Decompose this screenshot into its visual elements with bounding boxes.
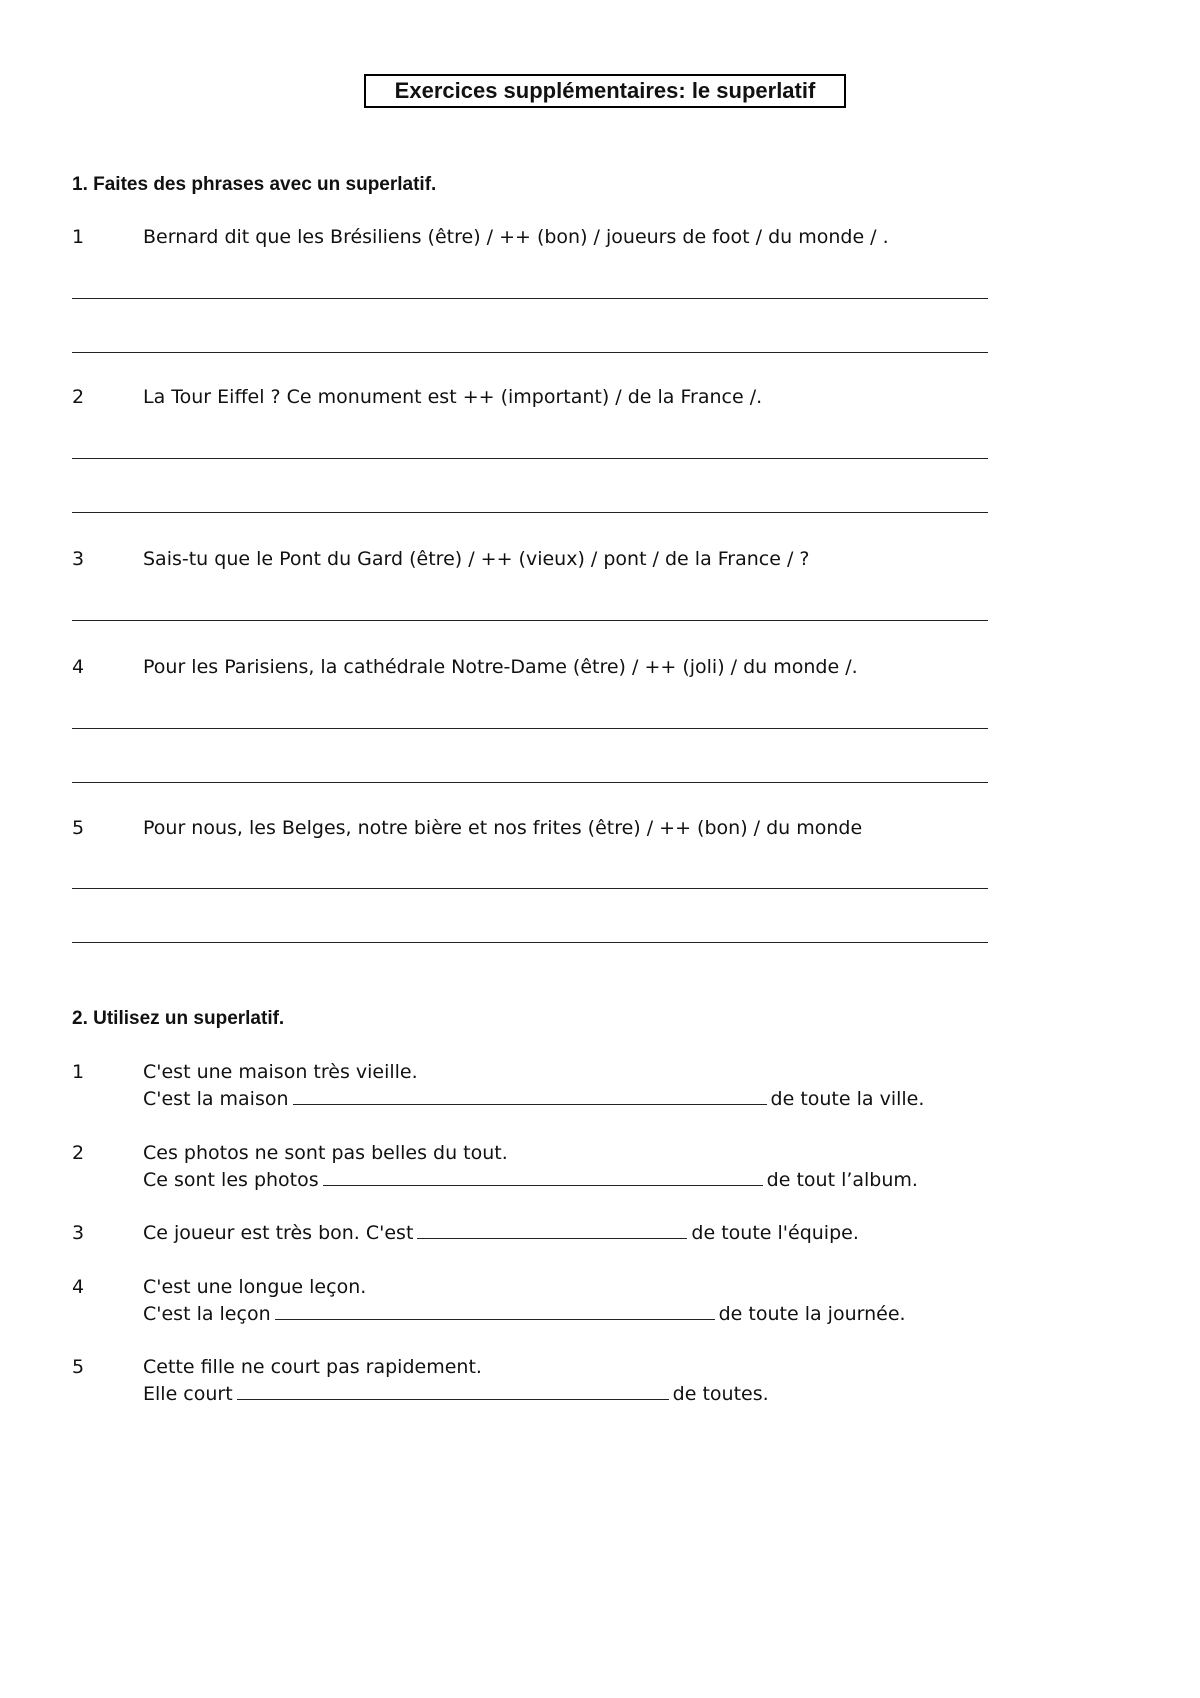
answer-line[interactable] (72, 888, 988, 889)
item-number: 2 (72, 386, 85, 408)
answer-suffix: de toute l'équipe. (691, 1222, 859, 1244)
answer-sentence (143, 1220, 859, 1247)
answer-line[interactable] (72, 298, 988, 299)
blank-field[interactable] (323, 1168, 763, 1186)
answer-sentence (143, 1381, 769, 1408)
item-number: 3 (72, 548, 85, 570)
answer-suffix: de toutes. (672, 1383, 769, 1405)
item-statement: Ces photos ne sont pas belles du tout. (143, 1142, 508, 1164)
item-number: 5 (72, 817, 85, 839)
section1-heading: 1. Faites des phrases avec un superlatif. (72, 174, 437, 195)
blank-field[interactable] (293, 1087, 767, 1105)
answer-line[interactable] (72, 352, 988, 353)
answer-suffix: de toute la journée. (718, 1303, 906, 1325)
answer-prefix: C'est la maison (143, 1088, 289, 1110)
worksheet-title: Exercices supplémentaires: le superlatif (364, 74, 846, 108)
item-number: 1 (72, 1061, 85, 1083)
answer-sentence (143, 1301, 906, 1328)
item-prompt: Pour nous, les Belges, notre bière et nos frites (être) / ++ (bon) / du monde (143, 817, 863, 839)
item-prompt: Bernard dit que les Brésiliens (être) / ++ (bon) / joueurs de foot / du monde / . (143, 226, 889, 248)
answer-prefix: Elle court (143, 1383, 233, 1405)
answer-prefix: Ce joueur est très bon. C'est (143, 1222, 414, 1244)
item-statement: C'est une longue leçon. (143, 1276, 367, 1298)
answer-sentence (143, 1167, 918, 1194)
blank-field[interactable] (275, 1302, 715, 1320)
item-number: 3 (72, 1222, 85, 1244)
section2-heading: 2. Utilisez un superlatif. (72, 1008, 285, 1029)
item-prompt: La Tour Eiffel ? Ce monument est ++ (important) / de la France /. (143, 386, 763, 408)
blank-field[interactable] (237, 1382, 669, 1400)
answer-line[interactable] (72, 620, 988, 621)
answer-suffix: de toute la ville. (770, 1088, 925, 1110)
answer-line[interactable] (72, 512, 988, 513)
answer-line[interactable] (72, 782, 988, 783)
answer-prefix: C'est la leçon (143, 1303, 271, 1325)
blank-field[interactable] (417, 1221, 687, 1239)
item-statement: Cette fille ne court pas rapidement. (143, 1356, 482, 1378)
item-prompt: Pour les Parisiens, la cathédrale Notre-Dame (être) / ++ (joli) / du monde /. (143, 656, 858, 678)
item-prompt: Sais-tu que le Pont du Gard (être) / ++ (vieux) / pont / de la France / ? (143, 548, 810, 570)
item-statement: C'est une maison très vieille. (143, 1061, 418, 1083)
answer-line[interactable] (72, 942, 988, 943)
answer-prefix: Ce sont les photos (143, 1169, 319, 1191)
answer-line[interactable] (72, 728, 988, 729)
item-number: 1 (72, 226, 85, 248)
item-number: 5 (72, 1356, 85, 1378)
item-number: 4 (72, 1276, 85, 1298)
answer-sentence (143, 1086, 924, 1113)
answer-suffix: de tout l’album. (766, 1169, 918, 1191)
item-number: 4 (72, 656, 85, 678)
item-number: 2 (72, 1142, 85, 1164)
answer-line[interactable] (72, 458, 988, 459)
